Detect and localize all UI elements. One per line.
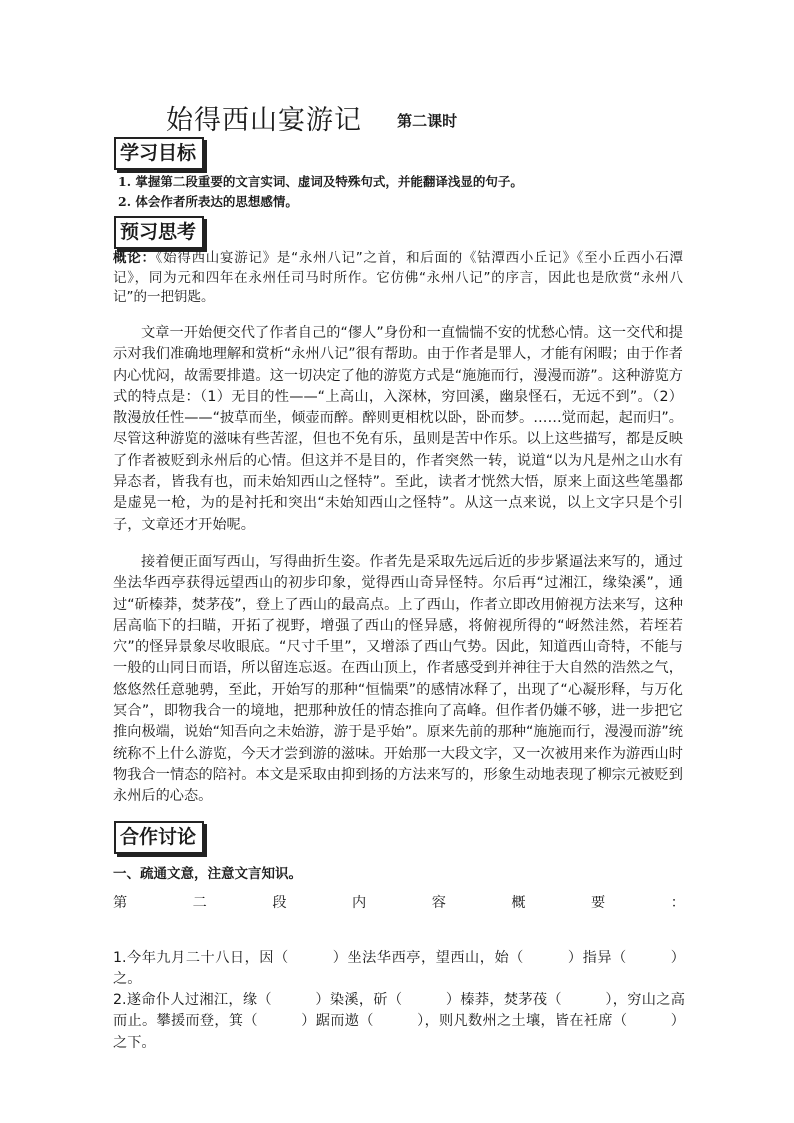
lesson-subtitle: 第二课时	[397, 112, 458, 130]
discussion-heading: 一、疏通文意，注意文言知识。	[113, 866, 302, 882]
overview-text: 《始得西山宴游记》是“永州八记”之首，和后面的《钴潭西小丘记》《至小丘西小石潭记》，同为元和四年在永州任司马时所作。它仿佛“永州八记”的序言，因此也是欣赏“永州八记”的一把钥匙。	[113, 250, 684, 305]
summary-char: ：	[670, 895, 685, 911]
analysis-paragraph-2: 接着便正面写西山，写得曲折生姿。作者先是采取先远后近的步步紧逼法来写的，通过坐法华西亭获得远望西山的初步印象，觉得西山奇异怪特。尔后再“过湘江，缘染溪”，通过“斫榛莽，焚茅茷”，登上了西山的最高点。上了西山，作者立即改用俯视方法来写，这种居高临下的扫瞄，开拓了视野，增强了西山的怪异感，将俯视所得的“岈然洼然，若垤若穴”的怪异景象尽收眼底。“尺寸千里”，又增添了西山气势。因此，知道西山奇特，不能与一般的山同日而语，所以留连忘返。在西山顶上，作者感受到并神往于大自然的浩然之气，悠悠然任意驰骋，至此，开始写的那种“恒惴栗”的感情冰释了，出现了“心凝形释，与万化冥合”，即物我合一的境地，把那种放任的情态推向了高峰。但作者仍嫌不够，进一步把它推向极端，说始“知吾向之未始游，游于是乎始”。原来先前的那种“施施而行，漫漫而游”统统称不上什么游览，今天才尝到游的滋味。开始那一大段文字，又一次被用来作为游西山时物我合一情态的陪衬。本文是采取由抑到扬的方法来写的，形象生动地表现了柳宗元被贬到永州后的心态。	[113, 554, 683, 805]
summary-char: 内	[352, 895, 367, 911]
exercise-item-1: 1.今年九月二十八日，因（ ）坐法华西亭，望西山，始（ ）指异（ ）之。	[113, 950, 685, 988]
summary-char: 概	[511, 895, 526, 911]
overview-paragraph	[113, 249, 683, 308]
analysis-paragraph-1: 文章一开始便交代了作者自己的“僇人”身份和一直惴惴不安的忧愁心情。这一交代和提示对我们准确地理解和赏析“永州八记”很有帮助。由于作者是罪人，才能有闲暇；由于作者内心忧闷，故需要排遣。这一切决定了他的游览方式是“施施而行，漫漫而游”。这种游览方式的特点是：（1）无目的性——“上高山，入深林，穷回溪，幽泉怪石，无远不到”。（2）散漫放任性——“披草而坐，倾壶而醉。醉则更相枕以卧，卧而梦。……觉而起，起而归”。尽管这种游览的滋味有些苦涩，但也不免有乐，虽则是苦中作乐。以上这些描写，都是反映了作者被贬到永州后的心情。但这并不是目的，作者突然一转，说道“以为凡是州之山水有异态者，皆我有也，而未始知西山之怪特”。至此，读者才恍然大悟，原来上面这些笔墨都是虚晃一枪，为的是衬托和突出“未始知西山之怪特”。从这一点来说，以上文字只是个引子，文章还才开始呢。	[113, 325, 683, 533]
goal-item-2: 2. 体会作者所表达的思想感情。	[118, 194, 298, 209]
overview-label: 概论：	[113, 250, 156, 266]
summary-char: 容	[431, 895, 446, 911]
page-title: 始得西山宴游记	[166, 105, 362, 136]
goals-section-label: 学习目标	[114, 137, 204, 170]
summary-line	[113, 892, 685, 912]
title-row	[166, 98, 457, 137]
summary-char: 二	[192, 895, 207, 911]
summary-char: 第	[113, 895, 128, 911]
preview-section-label: 预习思考	[114, 216, 204, 249]
summary-char: 段	[272, 895, 287, 911]
exercise-item-2: 2.遂命仆人过湘江，缘（ ）染溪，斫（ ）榛莽，焚茅茷（ ），穷山之高而止。攀援而登，箕（ ）踞而遨（ ），则凡数州之土壤，皆在衽席（ ）之下。	[113, 992, 685, 1051]
summary-char: 要	[591, 895, 606, 911]
goal-item-1: 1. 掌握第二段重要的文言实词、虚词及特殊句式，并能翻译浅显的句子。	[118, 174, 523, 189]
discussion-section-label: 合作讨论	[114, 821, 204, 854]
